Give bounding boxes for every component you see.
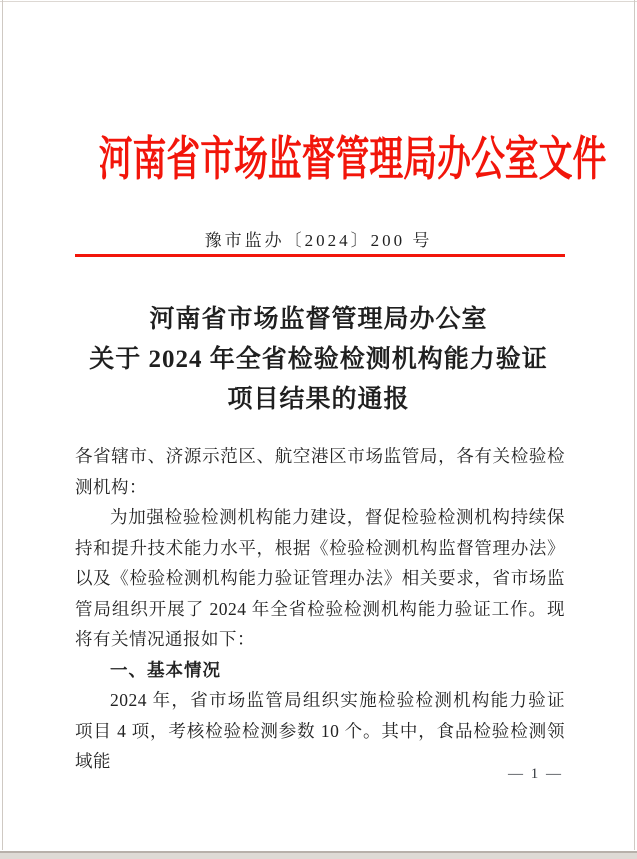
page-top-edge xyxy=(0,1,637,2)
letterhead-divider-rule xyxy=(75,254,565,257)
page-left-edge xyxy=(2,0,3,850)
document-number: 豫市监办〔2024〕200 号 xyxy=(204,231,433,250)
letterhead-title xyxy=(0,131,637,189)
section-heading-basic-situation: 一、基本情况 xyxy=(110,659,221,680)
document-title-line-2: 关于 2024 年全省检验检测机构能力验证 xyxy=(89,346,548,373)
document-title xyxy=(40,300,597,420)
body-paragraph-2: 2024 年，省市场监管局组织实施检验检测机构能力验证项目 4 项，考核检验检测参数 10 个。其中，食品检验检测领域能 xyxy=(75,690,565,771)
addressee-line: 各省辖市、济源示范区、航空港区市场监管局，各有关检验检测机构： xyxy=(75,446,565,497)
document-body xyxy=(75,441,565,777)
body-paragraph-1: 为加强检验检测机构能力建设，督促检验检测机构持续保持和提升技术能力水平，根据《检验检测机构监督管理办法》以及《检验检测机构能力验证管理办法》相关要求，省市场监管局组织开展了 2024 年全省检验检测机构能力验证工作。现将有关情况通报如下： xyxy=(75,507,565,649)
page-right-edge xyxy=(634,0,635,850)
document-title-line-3: 项目结果的通报 xyxy=(227,386,410,413)
page-number: — 1 — xyxy=(508,766,563,782)
page-bottom-shadow xyxy=(0,851,637,859)
document-title-line-1: 河南省市场监督管理局办公室 xyxy=(149,306,488,333)
letterhead-title-text: 河南省市场监督管理局办公室文件 xyxy=(98,134,607,186)
